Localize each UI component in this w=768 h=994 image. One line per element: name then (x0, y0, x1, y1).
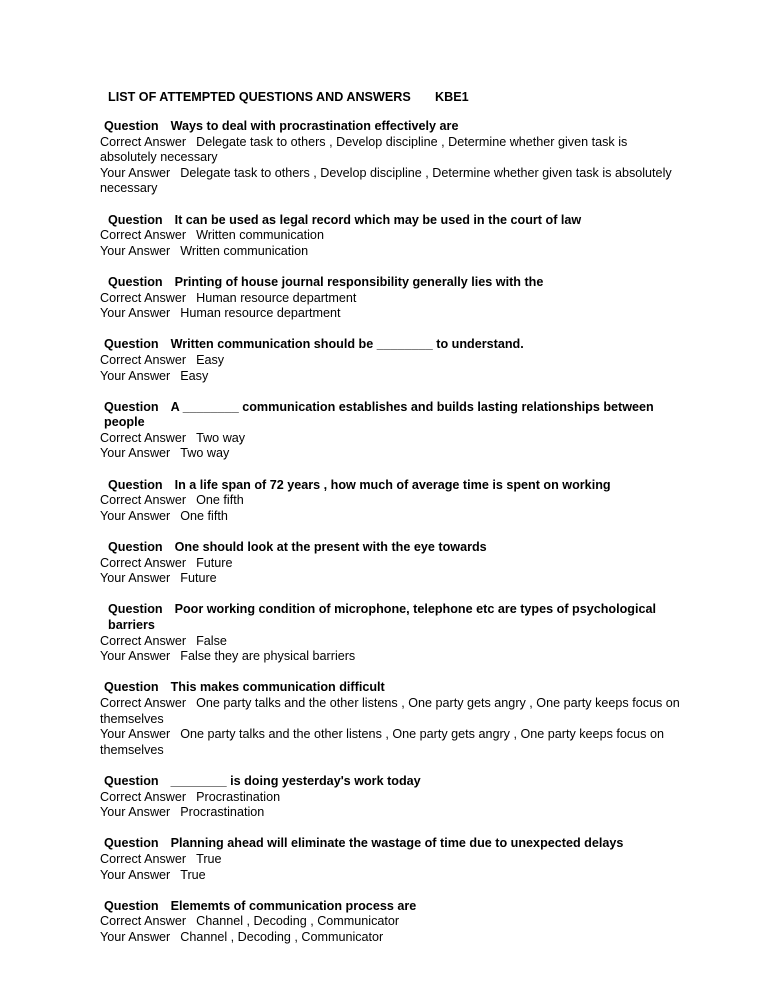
question-line (90, 680, 680, 696)
correct-answer-label: Correct Answer (100, 228, 187, 243)
question-line (90, 899, 680, 915)
question-text: This makes communication difficult (170, 680, 385, 695)
qa-list (90, 119, 680, 961)
qa-item (90, 337, 680, 384)
question-line (90, 400, 680, 431)
your-answer-line (90, 805, 680, 821)
your-answer-text: False they are physical barriers (180, 649, 356, 664)
question-label: Question (108, 602, 163, 617)
your-answer-label: Your Answer (100, 571, 171, 586)
correct-answer-line (90, 353, 680, 369)
question-label: Question (108, 274, 163, 289)
correct-answer-text: One party talks and the other listens , One party gets angry , One party keeps focus on themselves (100, 695, 680, 726)
question-line (90, 478, 680, 494)
correct-answer-text: Channel , Decoding , Communicator (196, 914, 400, 929)
your-answer-label: Your Answer (100, 306, 171, 321)
correct-answer-line (90, 228, 680, 244)
correct-answer-label: Correct Answer (100, 695, 187, 710)
correct-answer-text: Easy (196, 352, 225, 367)
question-text: A ________ communication establishes and builds lasting relationships between people (104, 399, 654, 430)
your-answer-line (90, 446, 680, 462)
qa-item (90, 478, 680, 525)
correct-answer-label: Correct Answer (100, 134, 187, 149)
question-line (90, 602, 680, 633)
your-answer-line (90, 306, 680, 322)
your-answer-label: Your Answer (100, 649, 171, 664)
correct-answer-label: Correct Answer (100, 430, 187, 445)
your-answer-text: Written communication (180, 243, 309, 258)
correct-answer-text: Future (196, 555, 233, 570)
document-code: KBE1 (435, 90, 469, 104)
your-answer-text: True (180, 867, 206, 882)
question-line (90, 774, 680, 790)
qa-item (90, 400, 680, 462)
question-line (90, 540, 680, 556)
qa-item (90, 602, 680, 664)
correct-answer-text: True (196, 851, 222, 866)
correct-answer-label: Correct Answer (100, 914, 187, 929)
question-label: Question (108, 212, 163, 227)
your-answer-label: Your Answer (100, 508, 171, 523)
question-text: Printing of house journal responsibility generally lies with the (174, 274, 544, 289)
question-text: Written communication should be ________ to understand. (170, 337, 524, 352)
your-answer-line (90, 369, 680, 385)
correct-answer-line (90, 493, 680, 509)
correct-answer-line (90, 852, 680, 868)
qa-item (90, 774, 680, 821)
correct-answer-line (90, 790, 680, 806)
your-answer-line (90, 649, 680, 665)
correct-answer-line (90, 556, 680, 572)
correct-answer-text: Written communication (196, 228, 324, 243)
question-line (90, 275, 680, 291)
qa-item (90, 540, 680, 587)
correct-answer-text: Procrastination (196, 789, 281, 804)
your-answer-label: Your Answer (100, 165, 171, 180)
your-answer-line (90, 571, 680, 587)
your-answer-text: Two way (180, 446, 230, 461)
correct-answer-text: Delegate task to others , Develop discipline , Determine whether given task is absolutely necessary (100, 134, 628, 165)
your-answer-text: Channel , Decoding , Communicator (180, 929, 384, 944)
document-title: LIST OF ATTEMPTED QUESTIONS AND ANSWERS (108, 90, 411, 104)
your-answer-text: One party talks and the other listens , One party gets angry , One party keeps focus on themselves (100, 727, 664, 757)
your-answer-line (90, 868, 680, 884)
correct-answer-label: Correct Answer (100, 555, 187, 570)
correct-answer-label: Correct Answer (100, 493, 187, 508)
correct-answer-line (90, 696, 680, 727)
your-answer-text: Easy (180, 368, 209, 383)
question-line (90, 119, 680, 135)
document-header (108, 90, 469, 104)
question-text: Elememts of communication process are (170, 898, 417, 913)
your-answer-text: Procrastination (180, 805, 265, 820)
correct-answer-label: Correct Answer (100, 633, 187, 648)
question-label: Question (104, 898, 159, 913)
qa-item (90, 275, 680, 322)
your-answer-label: Your Answer (100, 867, 171, 882)
question-text: Planning ahead will eliminate the wastage of time due to unexpected delays (170, 836, 624, 851)
your-answer-label: Your Answer (100, 446, 171, 461)
correct-answer-line (90, 431, 680, 447)
your-answer-line (90, 244, 680, 260)
question-text: Ways to deal with procrastination effectively are (170, 119, 459, 133)
correct-answer-label: Correct Answer (100, 851, 187, 866)
question-label: Question (104, 773, 159, 788)
qa-item (90, 119, 680, 197)
correct-answer-text: One fifth (196, 493, 244, 508)
your-answer-label: Your Answer (100, 368, 171, 383)
question-text: In a life span of 72 years , how much of average time is spent on working (174, 477, 611, 492)
correct-answer-text: Two way (196, 430, 246, 445)
qa-item (90, 680, 680, 758)
question-text: ________ is doing yesterday's work today (170, 773, 421, 788)
question-line (90, 213, 680, 229)
correct-answer-line (90, 634, 680, 650)
qa-item (90, 899, 680, 946)
correct-answer-line (90, 291, 680, 307)
your-answer-line (90, 930, 680, 946)
correct-answer-label: Correct Answer (100, 352, 187, 367)
your-answer-text: Future (180, 571, 217, 586)
your-answer-label: Your Answer (100, 243, 171, 258)
question-line (90, 337, 680, 353)
your-answer-line (90, 727, 680, 758)
correct-answer-text: False (196, 633, 227, 648)
qa-item (90, 213, 680, 260)
question-text: One should look at the present with the eye towards (174, 540, 487, 555)
question-label: Question (104, 836, 159, 851)
your-answer-label: Your Answer (100, 929, 171, 944)
question-label: Question (108, 540, 163, 555)
question-text: Poor working condition of microphone, telephone etc are types of psychological barriers (108, 602, 657, 632)
question-text: It can be used as legal record which may be used in the court of law (174, 212, 582, 227)
your-answer-text: Human resource department (180, 306, 341, 321)
question-label: Question (104, 680, 159, 695)
your-answer-label: Your Answer (100, 727, 171, 742)
your-answer-text: One fifth (180, 508, 228, 523)
question-label: Question (104, 119, 159, 133)
correct-answer-text: Human resource department (196, 290, 357, 305)
your-answer-text: Delegate task to others , Develop discipline , Determine whether given task is absolutely necessary (100, 165, 672, 196)
correct-answer-label: Correct Answer (100, 290, 187, 305)
question-line (90, 836, 680, 852)
your-answer-line (90, 166, 680, 197)
question-label: Question (104, 399, 159, 414)
qa-item (90, 836, 680, 883)
correct-answer-label: Correct Answer (100, 789, 187, 804)
correct-answer-line (90, 914, 680, 930)
your-answer-line (90, 509, 680, 525)
question-label: Question (104, 337, 159, 352)
correct-answer-line (90, 135, 680, 166)
question-label: Question (108, 477, 163, 492)
your-answer-label: Your Answer (100, 805, 171, 820)
